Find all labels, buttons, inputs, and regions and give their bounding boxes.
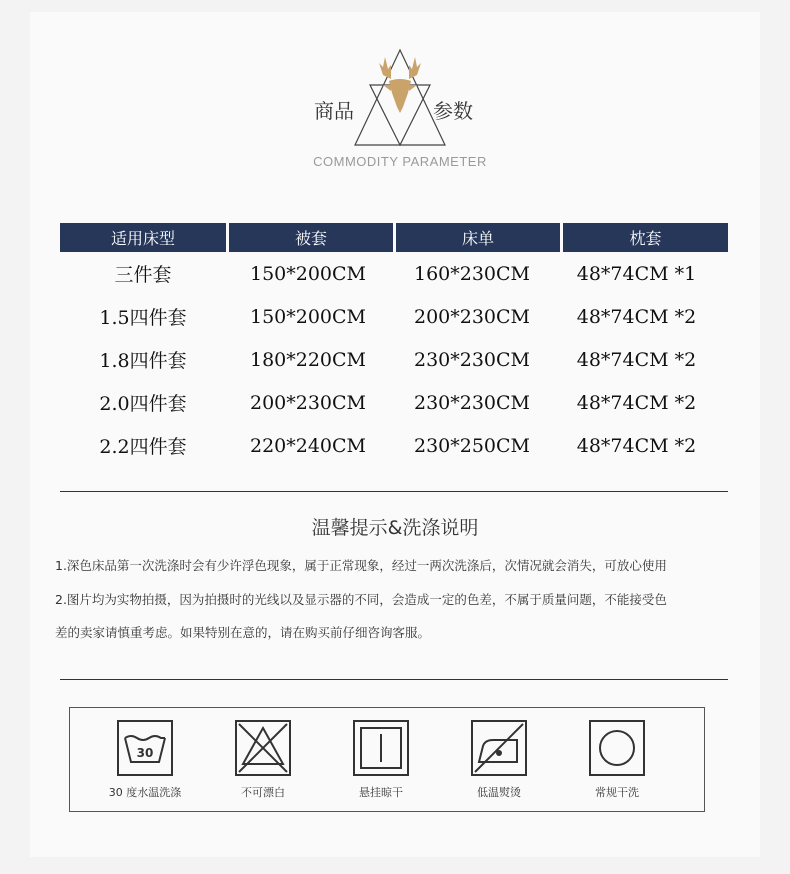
- table-cell: 150*200CM: [249, 262, 367, 285]
- dry-clean-icon: [589, 720, 645, 776]
- table-cell: 48*74CM *2: [576, 305, 697, 328]
- divider: [60, 679, 728, 680]
- column-header-bed-type: 适用床型: [60, 223, 226, 252]
- note-line-2: 2.图片均为实物拍摄，因为拍摄时的光线以及显示器的不同，会造成一定的色差，不属于质量问题，不能接受色: [55, 592, 667, 607]
- column-header-duvet: 被套: [229, 223, 393, 252]
- note-line-3: 差的卖家请慎重考虑。如果特别在意的，请在购买前仔细咨询客服。: [55, 625, 431, 640]
- table-cell: 1.5四件套: [99, 307, 187, 329]
- title-right: 参数: [433, 99, 473, 123]
- table-cell: 230*230CM: [413, 348, 531, 371]
- table-cell: 48*74CM *2: [576, 391, 697, 414]
- table-row: [60, 295, 728, 338]
- column-header-sheet: 床单: [396, 223, 560, 252]
- divider: [60, 491, 728, 492]
- no-bleach-icon: [235, 720, 291, 776]
- svg-text:30: 30: [136, 746, 154, 760]
- header: [0, 0, 790, 200]
- notes-title: 温馨提示&洗涤说明: [311, 517, 479, 539]
- title-left: 商品: [314, 99, 354, 123]
- care-item-dryclean: [562, 720, 672, 800]
- table-row: [60, 252, 728, 295]
- care-label: 不可漂白: [241, 786, 285, 799]
- table-cell: 220*240CM: [249, 434, 367, 457]
- table-row: [60, 338, 728, 381]
- table-cell: 1.8四件套: [99, 350, 187, 372]
- table-cell: 180*220CM: [249, 348, 367, 371]
- care-item-iron: [444, 720, 554, 800]
- table-cell: 160*230CM: [413, 262, 531, 285]
- table-header-row: [60, 223, 728, 252]
- wash-30-icon: [117, 720, 173, 776]
- care-item-dry: [326, 720, 436, 800]
- table-cell: 200*230CM: [413, 305, 531, 328]
- table-cell: 2.0四件套: [99, 393, 187, 415]
- table-row: [60, 424, 728, 467]
- care-label: 低温熨烫: [477, 786, 521, 799]
- care-label: 常规干洗: [595, 786, 639, 799]
- note-line-1: 1.深色床品第一次洗涤时会有少许浮色现象，属于正常现象，经过一两次洗涤后，次情况就会消失，可放心使用: [55, 558, 667, 573]
- table-cell: 三件套: [114, 264, 172, 286]
- table-cell: 48*74CM *2: [576, 348, 697, 371]
- table-row: [60, 381, 728, 424]
- low-iron-icon: [471, 720, 527, 776]
- table-cell: 48*74CM *2: [576, 434, 697, 457]
- care-label: 30 度水温洗涤: [108, 786, 182, 799]
- care-label: 悬挂晾干: [359, 786, 403, 799]
- table-cell: 230*230CM: [413, 391, 531, 414]
- table-cell: 200*230CM: [249, 391, 367, 414]
- care-instructions: [69, 707, 705, 812]
- table-cell: 230*250CM: [413, 434, 531, 457]
- subtitle: COMMODITY PARAMETER: [313, 154, 487, 169]
- care-item-bleach: [208, 720, 318, 800]
- size-table: [60, 223, 728, 467]
- table-cell: 48*74CM *1: [576, 262, 697, 285]
- care-item-wash: [90, 720, 200, 800]
- table-cell: 2.2四件套: [99, 436, 187, 458]
- table-cell: 150*200CM: [249, 305, 367, 328]
- column-header-pillowcase: 枕套: [563, 223, 728, 252]
- hang-dry-icon: [353, 720, 409, 776]
